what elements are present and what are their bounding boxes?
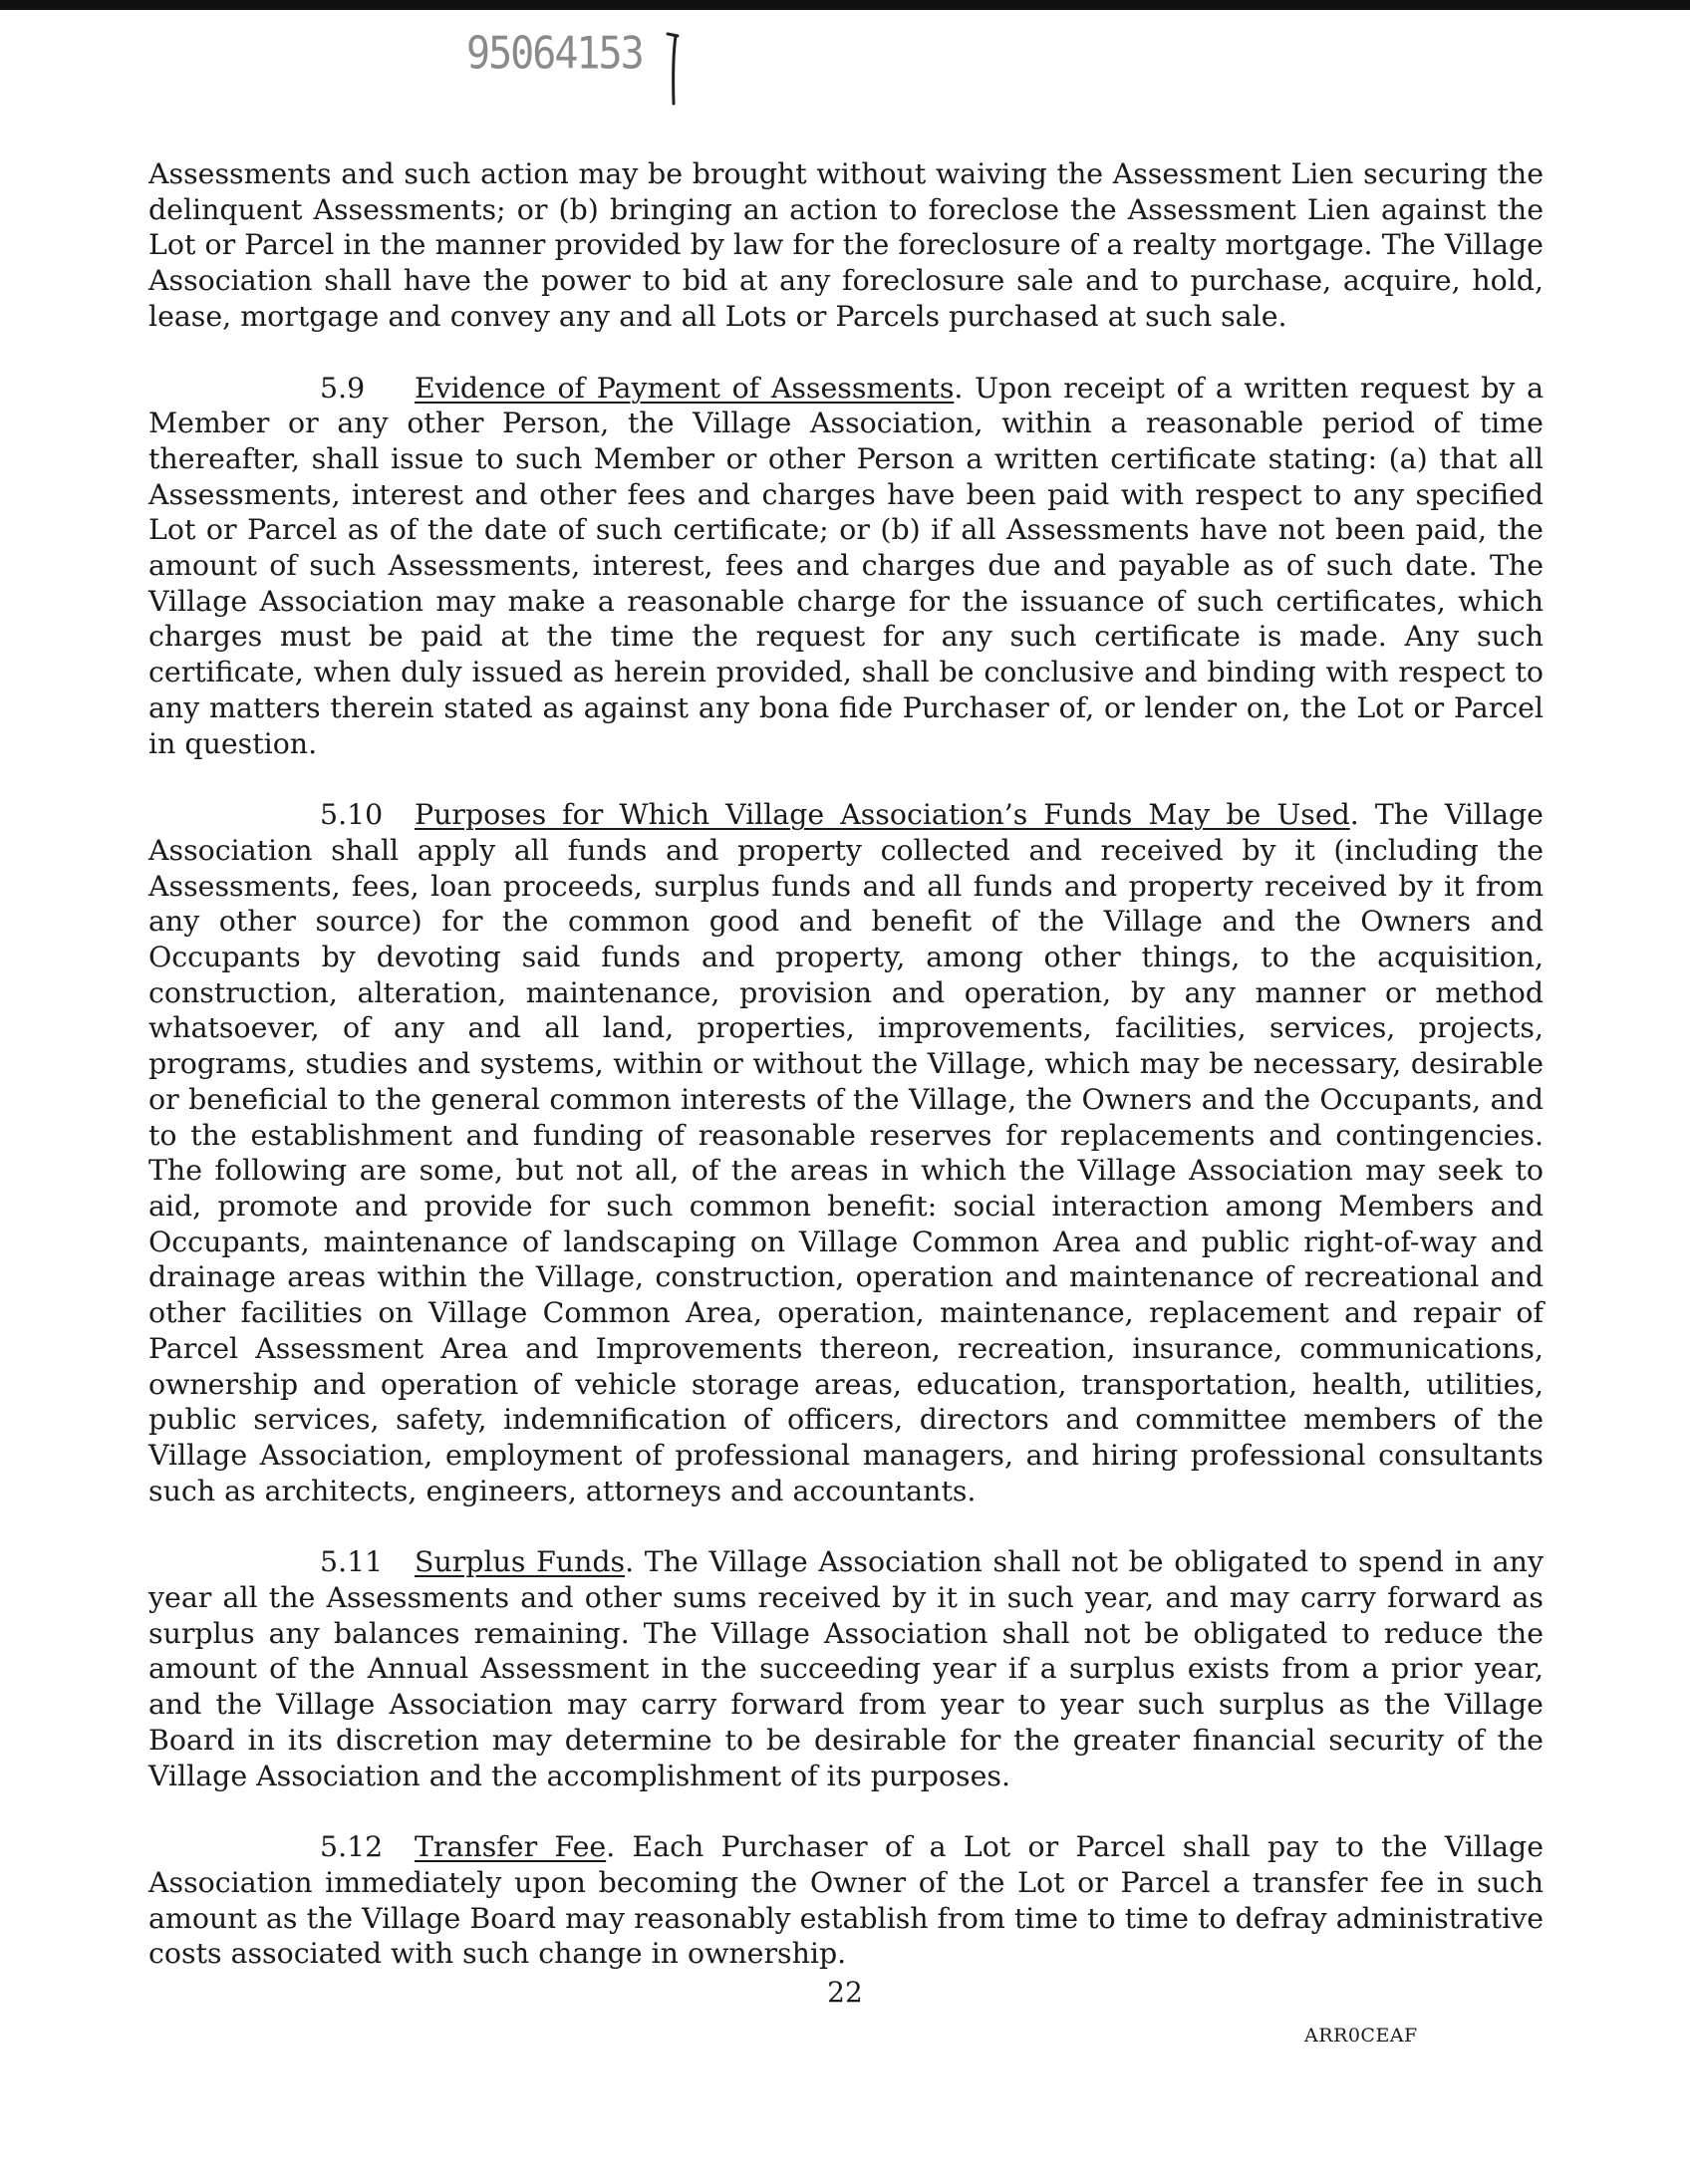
paragraph-text: Assessments and such action may be brought without waiving the Assessment Lien securing the delinquent Assessments; or (b) bringing an action to foreclose the Assessment Lien against the Lot or Parcel in the manner provided by law for the foreclosure of a realty mortgage. The Village Association shall have the power to bid at any foreclosure sale and to purchase, acquire, hold, lease, mortgage and convey any and all Lots or Parcels purchased at such sale. xyxy=(148,157,1544,333)
document-body xyxy=(148,156,1544,2008)
document-stamp-number: 95064153 xyxy=(466,28,643,80)
section-heading: Transfer Fee xyxy=(415,1830,607,1864)
section-5-10 xyxy=(148,797,1544,1508)
paragraph-text: . Each Purchaser of a Lot or Parcel shall pay to the Village Association immediately upon becoming the Owner of the Lot or Parcel a transfer fee in such amount as the Village Board may reasonably establish from time to time to defray administrative costs associated with such change in ownership. xyxy=(148,1830,1544,1971)
section-number: 5.10 xyxy=(320,798,384,832)
section-heading: Surplus Funds xyxy=(415,1545,626,1579)
section-number: 5.12 xyxy=(320,1830,384,1864)
paragraph-text: . Upon receipt of a written request by a Member or any other Person, the Village Association, within a reasonable period of time thereafter, shall issue to such Member or other Person a written certificate stating: (a) that all Assessments, interest and other fees and charges have been paid with respect to any specified Lot or Parcel as of the date of such certificate; or (b) if all Assessments have not been paid, the amount of such Assessments, interest, fees and charges due and payable as of such date. The Village Association may make a reasonable charge for the issuance of such certificates, which charges must be paid at the time the request for any such certificate is made. Any such certificate, when duly issued as herein provided, shall be conclusive and binding with respect to any matters therein stated as against any bona fide Purchaser of, or lender on, the Lot or Parcel in question. xyxy=(148,371,1544,760)
paragraph-text: . The Village Association shall not be obligated to spend in any year all the Assessments and other sums received by it in such year, and may carry forward as surplus any balances remaining. The Village Association shall not be obligated to reduce the amount of the Annual Assessment in the succeeding year if a surplus exists from a prior year, and the Village Association may carry forward from year to year such surplus as the Village Board in its discretion may determine to be desirable for the greater financial security of the Village Association and the accomplishment of its purposes. xyxy=(148,1545,1544,1792)
page-number: 22 xyxy=(827,1976,863,2009)
section-5-9 xyxy=(148,371,1544,762)
scan-top-border xyxy=(0,0,1690,10)
section-5-12 xyxy=(148,1829,1544,1972)
paragraph-continuation xyxy=(148,156,1544,335)
section-heading: Purposes for Which Village Association’s Funds May be Used xyxy=(415,798,1350,832)
paragraph-text: . The Village Association shall apply all funds and property collected and received by it (including the Assessments, fees, loan proceeds, surplus funds and all funds and property received by it from any other source) for the common good and benefit of the Village and the Owners and Occupants by devoting said funds and property, among other things, to the acquisition, construction, alteration, maintenance, provision and operation, by any manner or method whatsoever, of any and all land, properties, improvements, facilities, services, projects, programs, studies and systems, within or without the Village, which may be necessary, desirable or beneficial to the general common interests of the Village, the Owners and the Occupants, and to the establishment and funding of reasonable reserves for replacements and contingencies. The following are some, but not all, of the areas in which the Village Association may seek to aid, promote and provide for such common benefit: social interaction among Members and Occupants, maintenance of landscaping on Village Common Area and public right-of-way and drainage areas within the Village, construction, operation and maintenance of recreational and other facilities on Village Common Area, operation, maintenance, replacement and repair of Parcel Assessment Area and Improvements thereon, recreation, insurance, communications, ownership and operation of vehicle storage areas, education, transportation, health, utilities, public services, safety, indemnification of officers, directors and committee members of the Village Association, employment of professional managers, and hiring professional consultants such as architects, engineers, attorneys and accountants. xyxy=(148,798,1544,1507)
stamp-handwritten-mark xyxy=(666,30,680,106)
section-5-11 xyxy=(148,1544,1544,1793)
section-number: 5.11 xyxy=(320,1545,384,1579)
document-code: ARR0CEAF xyxy=(1304,2025,1418,2047)
section-heading: Evidence of Payment of Assessments xyxy=(415,371,955,405)
section-number: 5.9 xyxy=(320,371,366,405)
